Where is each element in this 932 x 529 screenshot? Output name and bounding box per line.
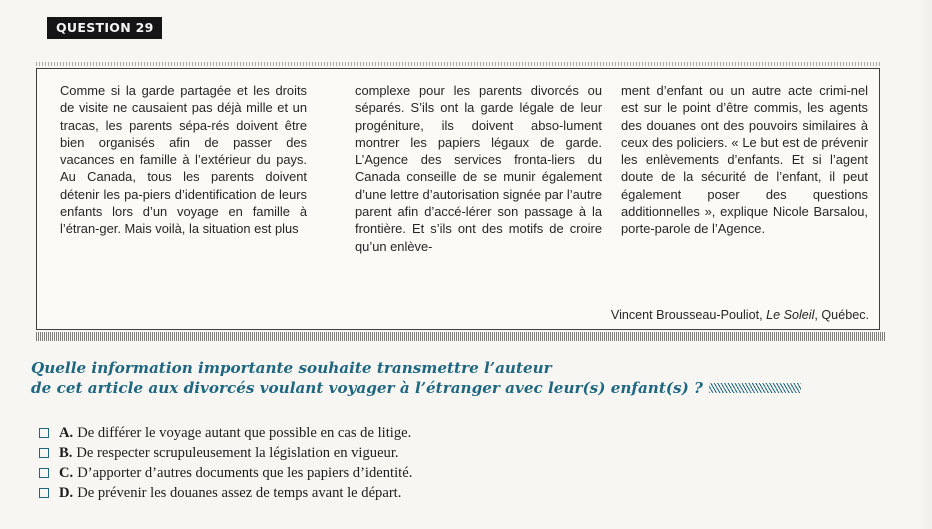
article-bottom-rule: [36, 332, 886, 341]
byline-place: , Québec.: [814, 308, 869, 322]
article-column-3: ment d’enfant ou un autre acte crimi-nel est sur le point d’être commis, les agents des douanes ont des pouvoirs similaires à ceux des policiers. « Le but est de prévenir les enlèvements d’enfants. Et si l’agent doute de la sécurité de l’enfant, il peut également poser des questions additionnelles », explique Nicole Barsalou, porte-parole de l’Agence.: [621, 83, 868, 237]
option-text: De respecter scrupuleusement la législation en vigueur.: [76, 445, 399, 461]
answer-option-b[interactable]: [39, 443, 412, 463]
answer-option-d[interactable]: [39, 483, 412, 503]
answer-option-a[interactable]: [39, 423, 412, 443]
question-prompt: [31, 358, 911, 398]
option-letter: A.: [59, 425, 74, 441]
checkbox-icon[interactable]: [39, 468, 49, 478]
article-byline: [611, 308, 869, 322]
byline-author: Vincent Brousseau-Pouliot,: [610, 308, 763, 322]
article-column-1: Comme si la garde partagée et les droits de visite ne causaient pas déjà mille et un tracas, les parents sépa-rés doivent être bien organisés afin de passer des vacances en famille à l’extérieur du pays. Au Canada, tous les parents doivent détenir les pa-piers d’identification de leurs enfants lors d’un voyage en famille à l’étran-ger. Mais voilà, la situation est plus: [60, 83, 307, 237]
checkbox-icon[interactable]: [39, 448, 49, 458]
option-letter: B.: [59, 445, 73, 461]
option-text: De différer le voyage autant que possible en cas de litige.: [77, 425, 412, 441]
checkbox-icon[interactable]: [39, 488, 49, 498]
option-letter: D.: [59, 485, 74, 501]
article-column-2: complexe pour les parents divorcés ou séparés. S’ils ont la garde légale de leur progéniture, ils doivent abso-lument montrer les papiers légaux de garde. L’Agence des services fronta-liers du Canada conseille de se munir également d’une lettre d’autorisation signée par l’autre parent afin d’accé-lérer son passage à la frontière. Et s’ils ont des motifs de croire qu’un enlève-: [355, 83, 602, 254]
byline-source: Le Soleil: [766, 308, 815, 322]
option-text: D’apporter d’autres documents que les papiers d’identité.: [77, 465, 413, 481]
answer-options: [39, 423, 412, 503]
option-text: De prévenir les douanes assez de temps avant le départ.: [77, 485, 402, 501]
question-number-badge: QUESTION 29: [47, 17, 162, 39]
article-box: [36, 68, 880, 330]
question-line-2: de cet article aux divorcés voulant voyager à l’étranger avec leur(s) enfant(s) ?: [31, 379, 703, 397]
question-line-1: Quelle information importante souhaite transmettre l’auteur: [31, 359, 552, 377]
page-edge-shadow: [918, 0, 932, 529]
question-line-2-wrap: [31, 378, 911, 398]
option-letter: C.: [59, 465, 74, 481]
hatch-decoration: [709, 383, 801, 393]
article-top-rule: [36, 62, 880, 66]
checkbox-icon[interactable]: [39, 428, 49, 438]
answer-option-c[interactable]: [39, 463, 412, 483]
